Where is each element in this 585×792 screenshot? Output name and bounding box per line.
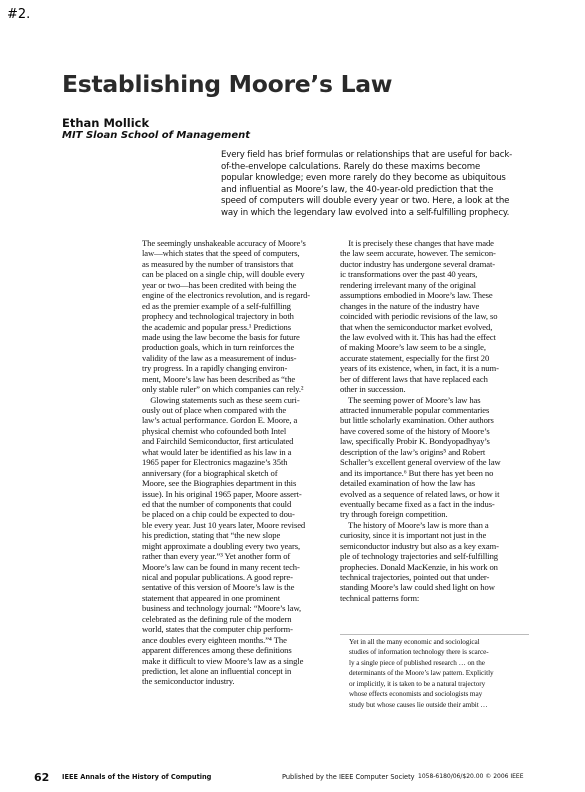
- body-text-line: the semiconductor industry.: [142, 676, 235, 687]
- body-text-line: eventually became fixed as a fact in the indus-: [340, 498, 495, 509]
- block-quote: [349, 637, 529, 710]
- body-text-line: law, specifically Probir K. Bondyopadhyay’s: [340, 436, 490, 447]
- body-text-line: apparent differences among these definitions: [142, 645, 292, 656]
- body-text-line: ed that the number of components that could: [142, 498, 292, 509]
- quote-line: determinants of the Moore’s law pattern. Explicitly: [349, 669, 494, 678]
- quote-line: whose effects economists and sociologists may: [349, 690, 483, 699]
- body-text-line: technical patterns form:: [340, 592, 420, 603]
- abstract-line: way in which the legendary law evolved into a self-fulfilling prophecy.: [221, 207, 510, 218]
- body-text-line: ed as the premier example of a self-fulfilling: [142, 300, 291, 311]
- body-text-line: what would later be identified as his law in a: [142, 446, 292, 457]
- body-text-line: ously out of place when compared with the: [142, 405, 287, 415]
- body-text-line: and Fairchild Semiconductor, first articulated: [142, 436, 294, 447]
- body-text-line: that when the semiconductor market evolved,: [340, 321, 493, 332]
- body-text-line: and its importance.⁶ But there has yet been no: [340, 467, 494, 478]
- body-text-line: physical chemist who cofounded both Intel: [142, 425, 287, 436]
- body-text-line: attracted innumerable popular commentaries: [340, 405, 490, 415]
- body-text-line: prophecies. Donald MacKenzie, in his work on: [340, 561, 498, 572]
- body-text-line: have covered some of the history of Moore’s: [340, 425, 490, 436]
- body-text-line: only stable ruler” on which companies can rely.²: [142, 384, 304, 395]
- quote-line: study but whose causes lie outside their ambit …: [349, 700, 488, 709]
- author-name: Ethan Mollick: [62, 116, 150, 130]
- author-affiliation: MIT Sloan School of Management: [62, 130, 251, 141]
- body-text-line: the law evolved with it. This has had the effect: [340, 331, 496, 342]
- body-text-line: rendering irrelevant many of the original: [340, 279, 476, 290]
- body-text-line: of making Moore’s law seem to be a single,: [340, 342, 486, 353]
- body-text-line: changes in the nature of the industry have: [340, 300, 480, 311]
- body-text-line: rather than every year.”³ Yet another form of: [142, 551, 291, 562]
- body-text-line: ber of different laws that have replaced each: [340, 373, 488, 384]
- body-text-line: but little scholarly examination. Other authors: [340, 415, 494, 426]
- body-text-line: prophecy and technological trajectory in both: [142, 311, 294, 322]
- issn-copyright: 1058-6180/06/$20.00 © 2006 IEEE: [418, 773, 524, 780]
- body-text-line: year or two—has been credited with being the: [142, 279, 297, 290]
- body-text-line: ic transformations over the past 40 years,: [340, 269, 478, 280]
- page-footer: [0, 771, 585, 785]
- body-text-line: validity of the law as a measurement of indus-: [142, 352, 297, 363]
- body-text-line: evolved as a sequence of related laws, or how it: [340, 488, 500, 499]
- body-text-line: his prediction, stating that “the new slope: [142, 530, 281, 541]
- body-column-right: [340, 238, 529, 603]
- body-text-line: ble every year. Just 10 years later, Moore revised: [142, 519, 306, 530]
- body-text-line: engine of the electronics revolution, and is regard-: [142, 290, 311, 301]
- body-text-line: might approximate a doubling every two years,: [142, 540, 301, 551]
- body-text-line: can be placed on a single chip, will double every: [142, 269, 305, 280]
- body-text-line: technical trajectories, pointed out that under-: [340, 572, 490, 582]
- body-text-line: curiosity, since it is important not just in the: [340, 530, 487, 541]
- abstract-line: speed of computers will double every year or two. Here, a look at the: [221, 196, 510, 206]
- journal-name: IEEE Annals of the History of Computing: [62, 773, 212, 781]
- document-tag: #2.: [7, 7, 31, 22]
- body-text-line: anniversary (for a biographical sketch of: [142, 467, 278, 478]
- body-text-line: try progress. In a rapidly changing environ-: [142, 363, 288, 374]
- quote-line: or implicitly, it is taken to be a natural trajectory: [349, 679, 486, 688]
- abstract-line: popular knowledge; even more rarely do they become as ubiquitous: [221, 173, 506, 183]
- body-text-line: Moore’s law can be found in many recent tech-: [142, 561, 300, 572]
- quote-line: Yet in all the many economic and sociological: [349, 638, 480, 646]
- body-text-line: make it difficult to view Moore’s law as a single: [142, 655, 304, 666]
- publisher-note: Published by the IEEE Computer Society: [282, 773, 415, 781]
- body-text-line: world, states that the computer chip perform-: [142, 624, 293, 635]
- body-text-line: years of its existence, when, in fact, it is a num-: [340, 363, 499, 374]
- body-text-line: try through foreign competition.: [340, 509, 448, 520]
- quote-line: studies of information technology there is scarce-: [349, 648, 489, 657]
- body-text-line: the academic and popular press.¹ Predictions: [142, 321, 291, 332]
- body-text-line: The seemingly unshakeable accuracy of Moore’s: [142, 238, 306, 248]
- body-text-line: as measured by the number of transistors that: [142, 258, 294, 269]
- body-text-line: production goals, which in turn reinforces the: [142, 342, 295, 353]
- body-text-line: standing Moore’s law could shed light on how: [340, 582, 495, 593]
- body-text-line: accurate statement, especially for the first 20: [340, 352, 490, 363]
- body-text-line: made using the law become the basis for future: [142, 331, 300, 342]
- body-text-line: prediction, let alone an influential concept in: [142, 665, 292, 676]
- body-text-line: sentative of this version of Moore’s law is the: [142, 582, 295, 593]
- body-text-line: business and technology journal: “Moore’s law,: [142, 603, 302, 614]
- abstract-line: of-the-envelope calculations. Rarely do these maxims become: [221, 161, 481, 172]
- body-text-line: law’s actual performance. Gordon E. Moore, a: [142, 415, 298, 426]
- body-text-line: ance doubles every eighteen months.”⁴ The: [142, 634, 287, 645]
- body-text-line: ple of technology trajectories and self-fulfilling: [340, 551, 498, 562]
- body-text-line: other in succession.: [340, 384, 406, 395]
- abstract: [221, 150, 531, 219]
- body-text-line: semiconductor industry but also as a key exam-: [340, 540, 499, 551]
- body-text-line: be placed on a chip could be expected to dou-: [142, 509, 295, 520]
- body-text-line: 1965 paper for Electronics magazine’s 35th: [142, 457, 288, 468]
- article-title: Establishing Moore’s Law: [62, 70, 393, 98]
- body-text-line: Moore, see the Biographies department in this: [142, 478, 297, 489]
- abstract-line: and influential as Moore’s law, the 40-year-old prediction that the: [221, 184, 494, 195]
- page-number: 62: [34, 771, 50, 784]
- body-text-line: celebrated as the defining rule of the modern: [142, 613, 292, 624]
- body-text-line: issue). In his original 1965 paper, Moore assert-: [142, 488, 302, 499]
- body-text-line: ductor industry has undergone several dramat-: [340, 258, 495, 269]
- body-text-line: Glowing statements such as these seem curi-: [142, 394, 300, 405]
- body-text-line: It is precisely these changes that have made: [340, 238, 494, 248]
- body-text-line: detailed examination of how the law has: [340, 478, 475, 489]
- body-column-left: [142, 238, 331, 687]
- quote-divider: [340, 634, 529, 635]
- body-text-line: statement that appeared in one prominent: [142, 592, 280, 603]
- abstract-line: Every field has brief formulas or relationships that are useful for back-: [221, 150, 513, 160]
- body-text-line: description of the law’s origins⁵ and Robert: [340, 446, 486, 457]
- quote-line: ly a single piece of published research … on the: [349, 658, 485, 667]
- body-text-line: ment, Moore’s law has been described as “the: [142, 373, 296, 384]
- body-text-line: coincided with periodic revisions of the law, so: [340, 311, 498, 322]
- body-text-line: nical and popular publications. A good repre-: [142, 572, 293, 582]
- body-text-line: The history of Moore’s law is more than a: [340, 519, 489, 530]
- body-text-line: assumptions embodied in Moore’s law. These: [340, 290, 493, 301]
- body-text-line: the law seem accurate, however. The semicon-: [340, 248, 496, 259]
- body-text-line: Schaller’s excellent general overview of the law: [340, 457, 501, 468]
- body-text-line: law—which states that the speed of computers,: [142, 248, 300, 259]
- body-text-line: The seeming power of Moore’s law has: [340, 394, 481, 405]
